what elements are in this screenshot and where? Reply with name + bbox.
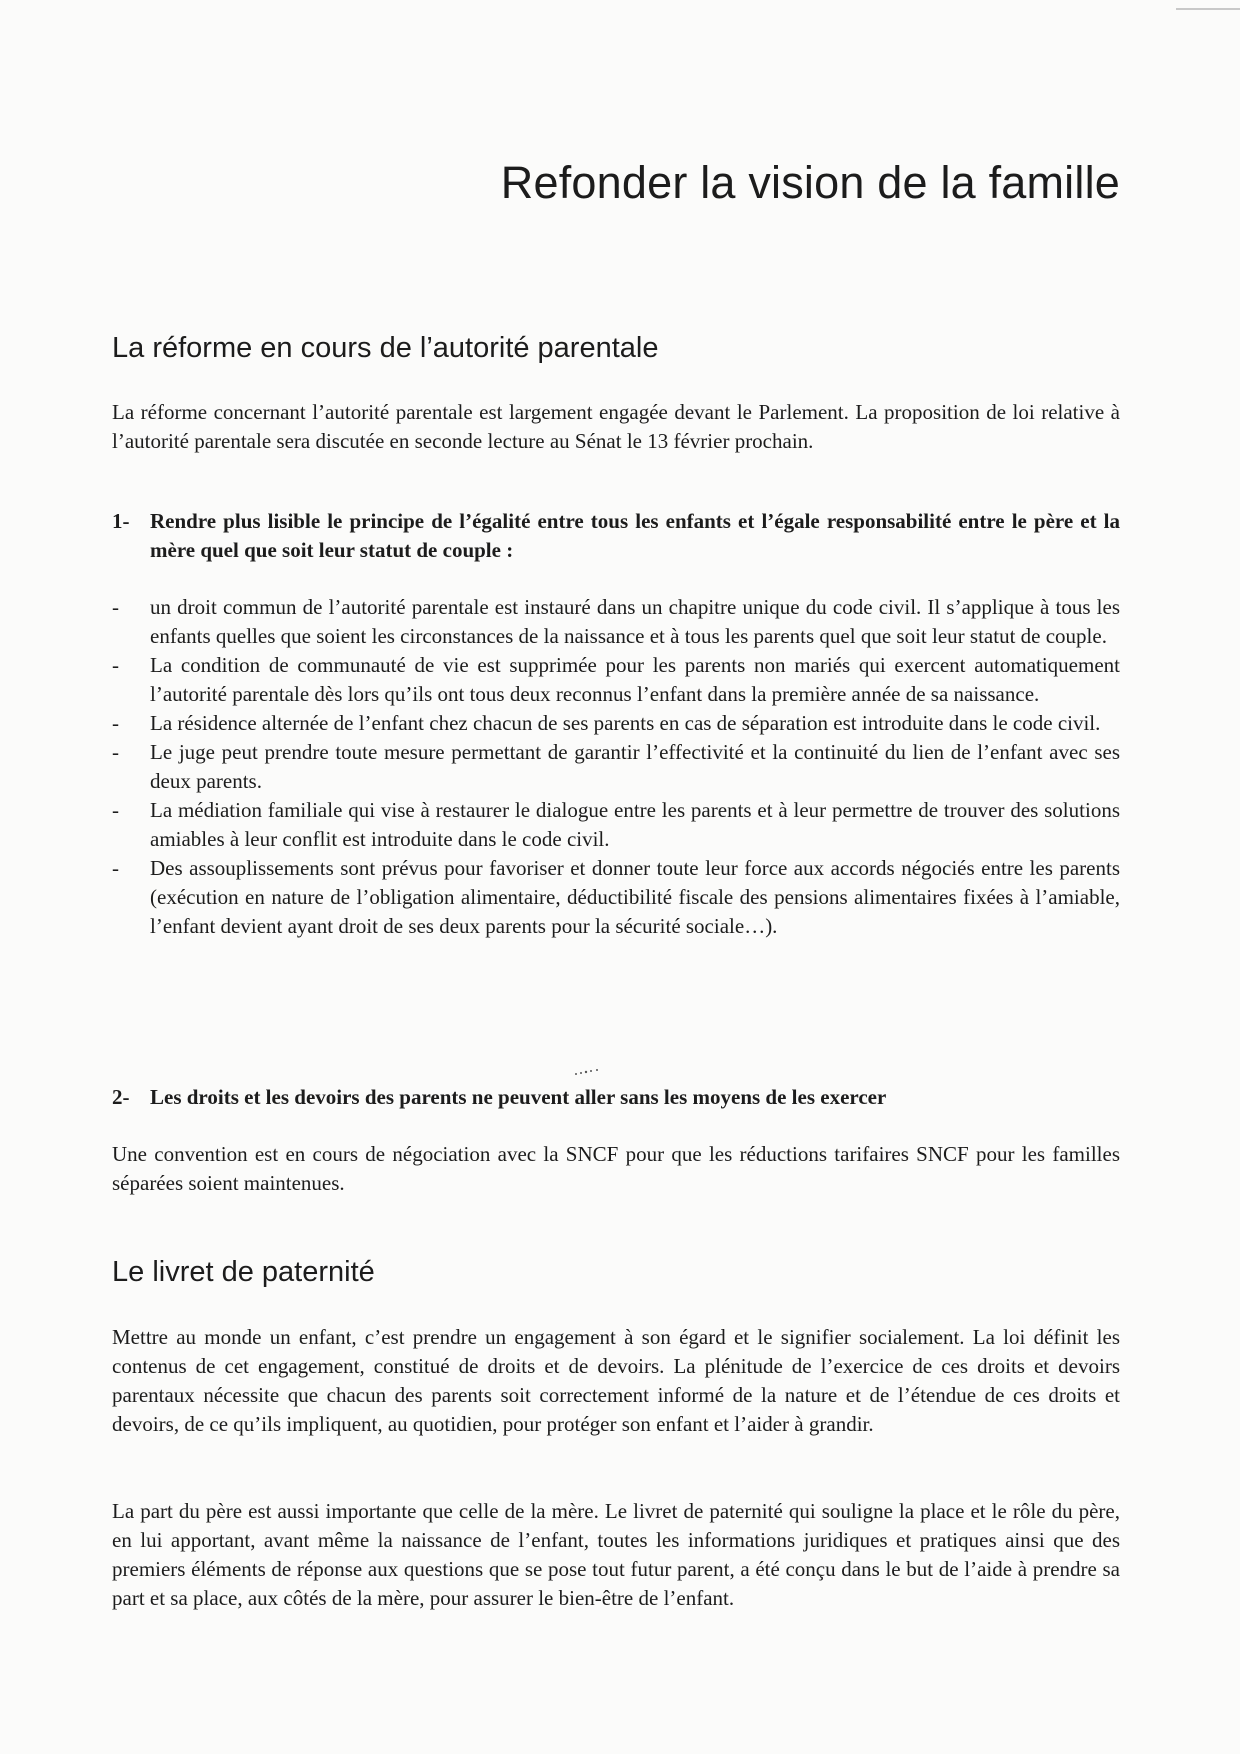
bullet-dash: - — [112, 711, 119, 735]
list-item — [112, 651, 1120, 709]
point-1-number: 1- — [112, 509, 130, 533]
sncf-convention-paragraph: Une convention est en cours de négociation avec la SNCF pour que les réductions tarifaires SNCF pour les familles séparées soient maintenues. — [112, 1142, 1120, 1195]
page-title: Refonder la vision de la famille — [500, 157, 1120, 208]
point-2-text: Les droits et les devoirs des parents ne peuvent aller sans les moyens de les exercer — [150, 1085, 887, 1109]
bullet-dash: - — [112, 856, 119, 880]
bullet-text: La résidence alternée de l’enfant chez chacun de ses parents en cas de séparation est introduite dans le code civil. — [150, 711, 1101, 735]
list-item — [112, 738, 1120, 796]
bullet-text: Des assouplissements sont prévus pour favoriser et donner toute leur force aux accords négociés entre les parents (exécution en nature de l’obligation alimentaire, déductibilité fiscale des pensions alimentaires fixées à l’amiable, l’enfant devient ayant droit de ses deux parents pour la sécurité sociale…). — [150, 856, 1120, 938]
bullet-dash: - — [112, 740, 119, 764]
list-item — [112, 593, 1120, 651]
point-2-number: 2- — [112, 1085, 130, 1109]
bullet-list — [112, 593, 1120, 941]
bullet-text: La condition de communauté de vie est supprimée pour les parents non mariés qui exercent automatiquement l’autorité parentale dès lors qu’ils ont tous deux reconnus l’enfant dans la première année de sa naissance. — [150, 653, 1120, 706]
section-heading-livret-paternite: Le livret de paternité — [112, 1256, 375, 1288]
numbered-point-2 — [112, 1083, 1120, 1112]
numbered-point-1 — [112, 507, 1120, 565]
section-heading-autorite-parentale: La réforme en cours de l’autorité parentale — [112, 332, 659, 364]
bullet-dash: - — [112, 653, 119, 677]
bullet-dash: - — [112, 798, 119, 822]
paternite-paragraph-2: La part du père est aussi importante que celle de la mère. Le livret de paternité qui souligne la place et le rôle du père, en lui apportant, avant même la naissance de l’enfant, toutes les informations juridiques et pratiques ainsi que des premiers éléments de réponse aux questions que se pose tout futur parent, a été conçu dans le but de l’aide à prendre sa part et sa place, aux côtés de la mère, pour assurer le bien-être de l’enfant. — [112, 1499, 1120, 1610]
section-intro-paragraph: La réforme concernant l’autorité parentale est largement engagée devant le Parlement. La proposition de loi relative à l’autorité parentale sera discutée en seconde lecture au Sénat le 13 février prochain. — [112, 400, 1120, 453]
bullet-text: Le juge peut prendre toute mesure permettant de garantir l’effectivité et la continuité du lien de l’enfant avec ses deux parents. — [150, 740, 1120, 793]
paternite-paragraph-1: Mettre au monde un enfant, c’est prendre un engagement à son égard et le signifier socialement. La loi définit les contenus de cet engagement, constitué de droits et de devoirs. La plénitude de l’exercice de ces droits et devoirs parentaux nécessite que chacun des parents soit correctement informé de la nature et de l’étendue de ces droits et devoirs, de ce qu’ils impliquent, au quotidien, pour protéger son enfant et l’aider à grandir. — [112, 1325, 1120, 1436]
bullet-text: un droit commun de l’autorité parentale est instauré dans un chapitre unique du code civil. Il s’applique à tous les enfants quelles que soient les circonstances de la naissance et à tous les parents quel que soit leur statut de couple. — [150, 595, 1120, 648]
scan-edge-line — [1176, 8, 1240, 10]
scan-speck-mark — [572, 1068, 612, 1078]
list-item — [112, 796, 1120, 854]
bullet-dash: - — [112, 595, 119, 619]
bullet-text: La médiation familiale qui vise à restaurer le dialogue entre les parents et à leur permettre de trouver des solutions amiables à leur conflit est introduite dans le code civil. — [150, 798, 1120, 851]
point-1-text: Rendre plus lisible le principe de l’égalité entre tous les enfants et l’égale responsabilité entre le père et la mère quel que soit leur statut de couple : — [150, 509, 1120, 562]
list-item — [112, 854, 1120, 941]
list-item — [112, 709, 1120, 738]
